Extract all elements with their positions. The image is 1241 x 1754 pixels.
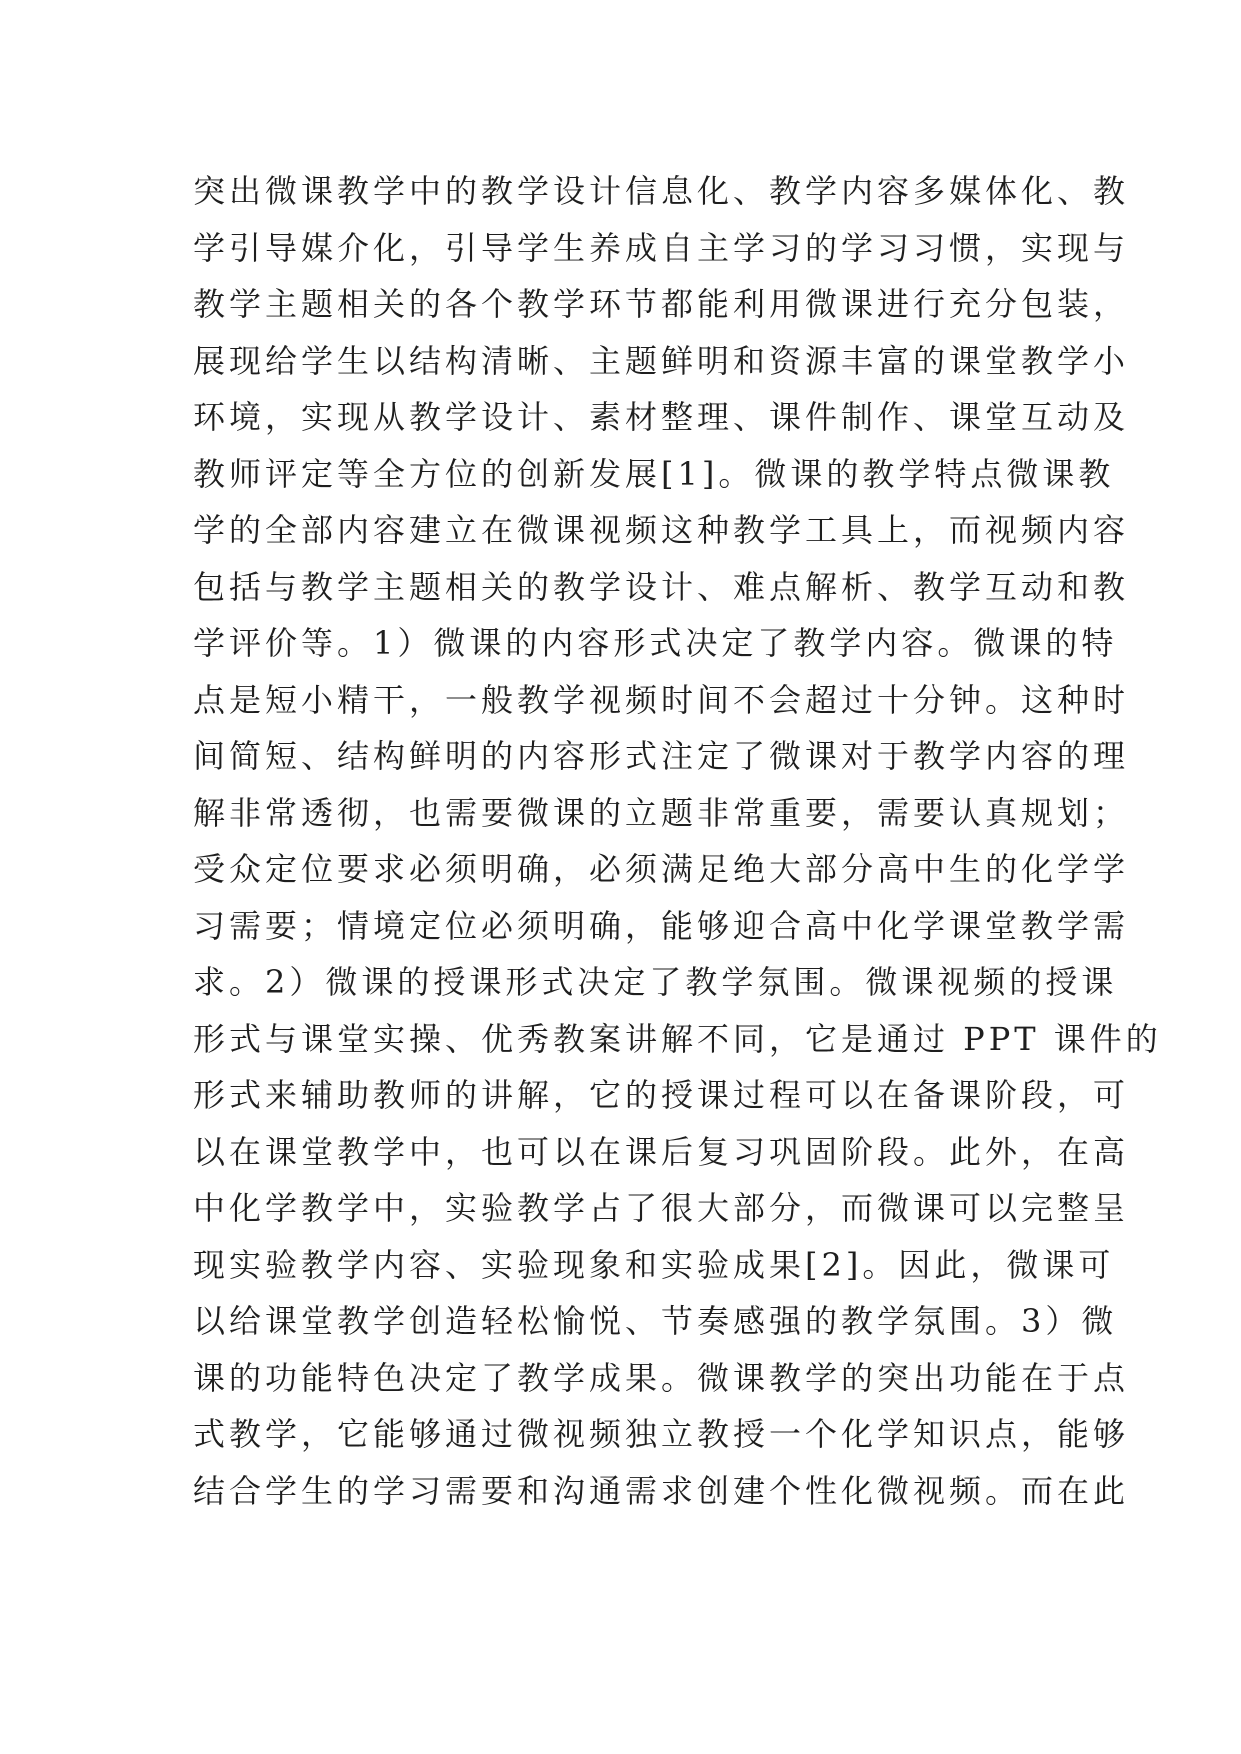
text-line: 中化学教学中，实验教学占了很大部分，而微课可以完整呈	[193, 1189, 1130, 1227]
text-line: 形式来辅助教师的讲解，它的授课过程可以在备课阶段，可	[193, 1076, 1130, 1114]
text-line: 课的功能特色决定了教学成果。微课教学的突出功能在于点	[193, 1358, 1130, 1397]
text-line: 环境，实现从教学设计、素材整理、课件制作、课堂互动及	[193, 398, 1130, 436]
text-line: 式教学，它能够通过微视频独立教授一个化学知识点，能够	[193, 1415, 1130, 1453]
text-line: 包括与教学主题相关的教学设计、难点解析、教学互动和教	[193, 567, 1130, 606]
text-line: 形式与课堂实操、优秀教案讲解不同，它是通过 PPT 课件的	[193, 1019, 1162, 1058]
text-line: 以在课堂教学中，也可以在课后复习巩固阶段。此外，在高	[193, 1132, 1130, 1171]
text-line: 间简短、结构鲜明的内容形式注定了微课对于教学内容的理	[193, 737, 1130, 775]
body-paragraph	[193, 163, 1162, 1519]
text-line: 受众定位要求必须明确，必须满足绝大部分高中生的化学学	[193, 850, 1130, 888]
text-line: 突出微课教学中的教学设计信息化、教学内容多媒体化、教	[193, 172, 1130, 210]
text-line: 学引导媒介化，引导学生养成自主学习的学习习惯，实现与	[193, 228, 1130, 267]
text-line: 教师评定等全方位的创新发展[1]。微课的教学特点微课教	[193, 454, 1115, 493]
text-line: 学的全部内容建立在微课视频这种教学工具上，而视频内容	[193, 511, 1130, 549]
text-line: 习需要；情境定位必须明确，能够迎合高中化学课堂教学需	[193, 906, 1130, 945]
text-line: 教学主题相关的各个教学环节都能利用微课进行充分包装，	[193, 285, 1130, 323]
text-line: 结合学生的学习需要和沟通需求创建个性化微视频。而在此	[193, 1471, 1130, 1510]
text-line: 学评价等。1）微课的内容形式决定了教学内容。微课的特	[193, 624, 1118, 662]
text-line: 解非常透彻，也需要微课的立题非常重要，需要认真规划；	[193, 793, 1130, 832]
text-line: 求。2）微课的授课形式决定了教学氛围。微课视频的授课	[193, 963, 1118, 1001]
text-line: 点是短小精干，一般教学视频时间不会超过十分钟。这种时	[193, 680, 1130, 719]
text-line: 展现给学生以结构清晰、主题鲜明和资源丰富的课堂教学小	[193, 341, 1130, 380]
text-line: 现实验教学内容、实验现象和实验成果[2]。因此，微课可	[193, 1245, 1115, 1284]
text-line: 以给课堂教学创造轻松愉悦、节奏感强的教学氛围。3）微	[193, 1302, 1118, 1340]
